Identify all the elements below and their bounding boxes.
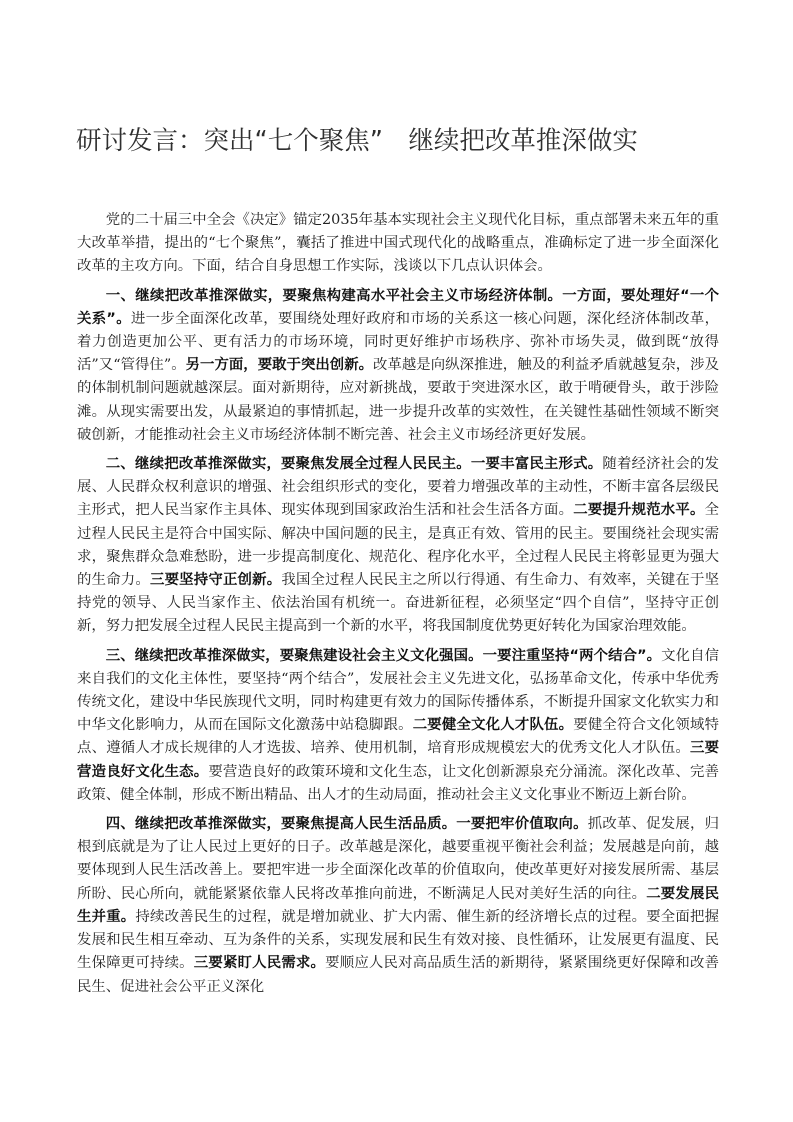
page-title: 研讨发言：突出“七个聚焦” 继续把改革推深做实	[76, 126, 638, 156]
text-run: 改革越是向纵深推进，触及的利益矛盾就越复杂，涉及的体制机制问题就越深层。面对新期待，应对新挑战，要敢于突进深水区，敢于啃硬骨头，敢于涉险滩。从现实需要出发，从最紧迫的事情抓起，进一步提升改革的实效性，在关键性基础性领域不断突破创新，才能推动社会主义市场经济体制不断完善、社会主义市场经济更好发展。	[77, 357, 719, 443]
text-run: 持续改善民生的过程，就是增加就业、扩大内需、催生新的经济增长点的过程。要全面把握发展和民生相互牵动、互为条件的关系，实现发展和民生有效对接、良性循环，让发展更有温度、民生保障更可持续。	[77, 908, 719, 972]
paragraph-4	[77, 645, 719, 807]
text-run: 党的二十届三中全会《决定》锚定2035年基本实现社会主义现代化目标，重点部署未来五年的重大改革举措，提出的“七个聚焦”，囊括了推进中国式现代化的战略重点，准确标定了进一步全面深化改革的主攻方向。下面，结合自身思想工作实际，浅谈以下几点认识体会。	[77, 212, 719, 275]
bold-heading-run: 三要紧盯人民需求。	[193, 955, 326, 972]
bold-heading-run: 二要提升规范水平。	[573, 502, 705, 519]
paragraph-5	[77, 813, 719, 999]
paragraph-3	[77, 453, 719, 639]
bold-heading-run: 另一方面，要敢于突出创新。	[185, 357, 374, 374]
text-run: 要顺应人民对高品质生活的新期待，紧紧围绕更好保障和改善民生、促进社会公平正义深化	[77, 955, 719, 995]
bold-heading-run: 二要发展民生并重。	[77, 885, 719, 925]
text-run: 抓改革、促发展，归根到底就是为了让人民过上更好的日子。改革越是深化，越要重视平衡社会利益；发展越是向前，越要体现到人民生活改善上。要把牢进一步全面深化改革的价值取向，使改革更好对接发展所需、基层所盼、民心所向，就能紧紧依靠人民将改革推向前进，不断满足人民对美好生活的向往。	[77, 816, 719, 902]
text-run: 随着经济社会的发展、人民群众权利意识的增强、社会组织形式的变化，要着力增强改革的主动性，不断丰富各层级民主形式，把人民当家作主具体、现实体现到国家政治生活和社会生活各方面。	[77, 456, 719, 519]
text-run: 我国全过程人民民主之所以行得通、有生命力、有效率，关键在于坚持党的领导、人民当家作主、依法治国有机统一。奋进新征程，必须坚定“四个自信”，坚持守正创新，努力把发展全过程人民民主提高到一个新的水平，将我国制度优势更好转化为国家治理效能。	[77, 572, 719, 635]
bold-heading-run: 四、继续把改革推深做实，要聚焦提高人民生活品质。一要把牢价值取向。	[105, 816, 588, 833]
bold-heading-run: 三要营造良好文化生态。	[77, 740, 719, 780]
text-run: 要营造良好的政策环境和文化生态，让文化创新源泉充分涌流。深化改革、完善政策、健全体制，形成不断出精品、出人才的生动局面，推动社会主义文化事业不断迈上新台阶。	[77, 763, 719, 803]
bold-heading-run: 二要健全文化人才队伍。	[412, 717, 574, 734]
text-run: 文化自信来自我们的文化主体性，要坚持“两个结合”，发展社会主义先进文化，弘扬革命文化，传承中华优秀传统文化，建设中华民族现代文明，同时构建更有效力的国际传播体系，不断提升国家文化软实力和中华文化影响力，从而在国际文化激荡中站稳脚跟。	[77, 647, 719, 734]
text-run: 全过程人民民主是符合中国实际、解决中国问题的民主，是真正有效、管用的民主。要围绕社会现实需求，聚焦群众急难愁盼，进一步提高制度化、规范化、程序化水平，全过程人民民主将彰显更为强大的生命力。	[77, 502, 719, 589]
paragraph-2	[77, 285, 719, 447]
text-run: 进一步全面深化改革，要围绕处理好政府和市场的关系这一核心问题，深化经济体制改革，着力创造更加公平、更有活力的市场环境，同时更好维护市场秩序、弥补市场失灵，做到既“放得活”又“管得住”。	[77, 310, 719, 374]
text-run: 要健全符合文化领域特点、遵循人才成长规律的人才选拔、培养、使用机制，培育形成规模宏大的优秀文化人才队伍。	[77, 717, 719, 757]
paragraph-1	[77, 209, 719, 279]
bold-heading-run: 一、继续把改革推深做实，要聚焦构建高水平社会主义市场经济体制。一方面，要处理好“一个关系”。	[77, 287, 719, 327]
document-body	[77, 209, 719, 1005]
bold-heading-run: 三要坚持守正创新。	[149, 572, 282, 589]
bold-heading-run: 三、继续把改革推深做实，要聚焦建设社会主义文化强国。一要注重坚持“两个结合”。	[105, 647, 662, 664]
bold-heading-run: 二、继续把改革推深做实，要聚焦发展全过程人民民主。一要丰富民主形式。	[105, 456, 603, 473]
